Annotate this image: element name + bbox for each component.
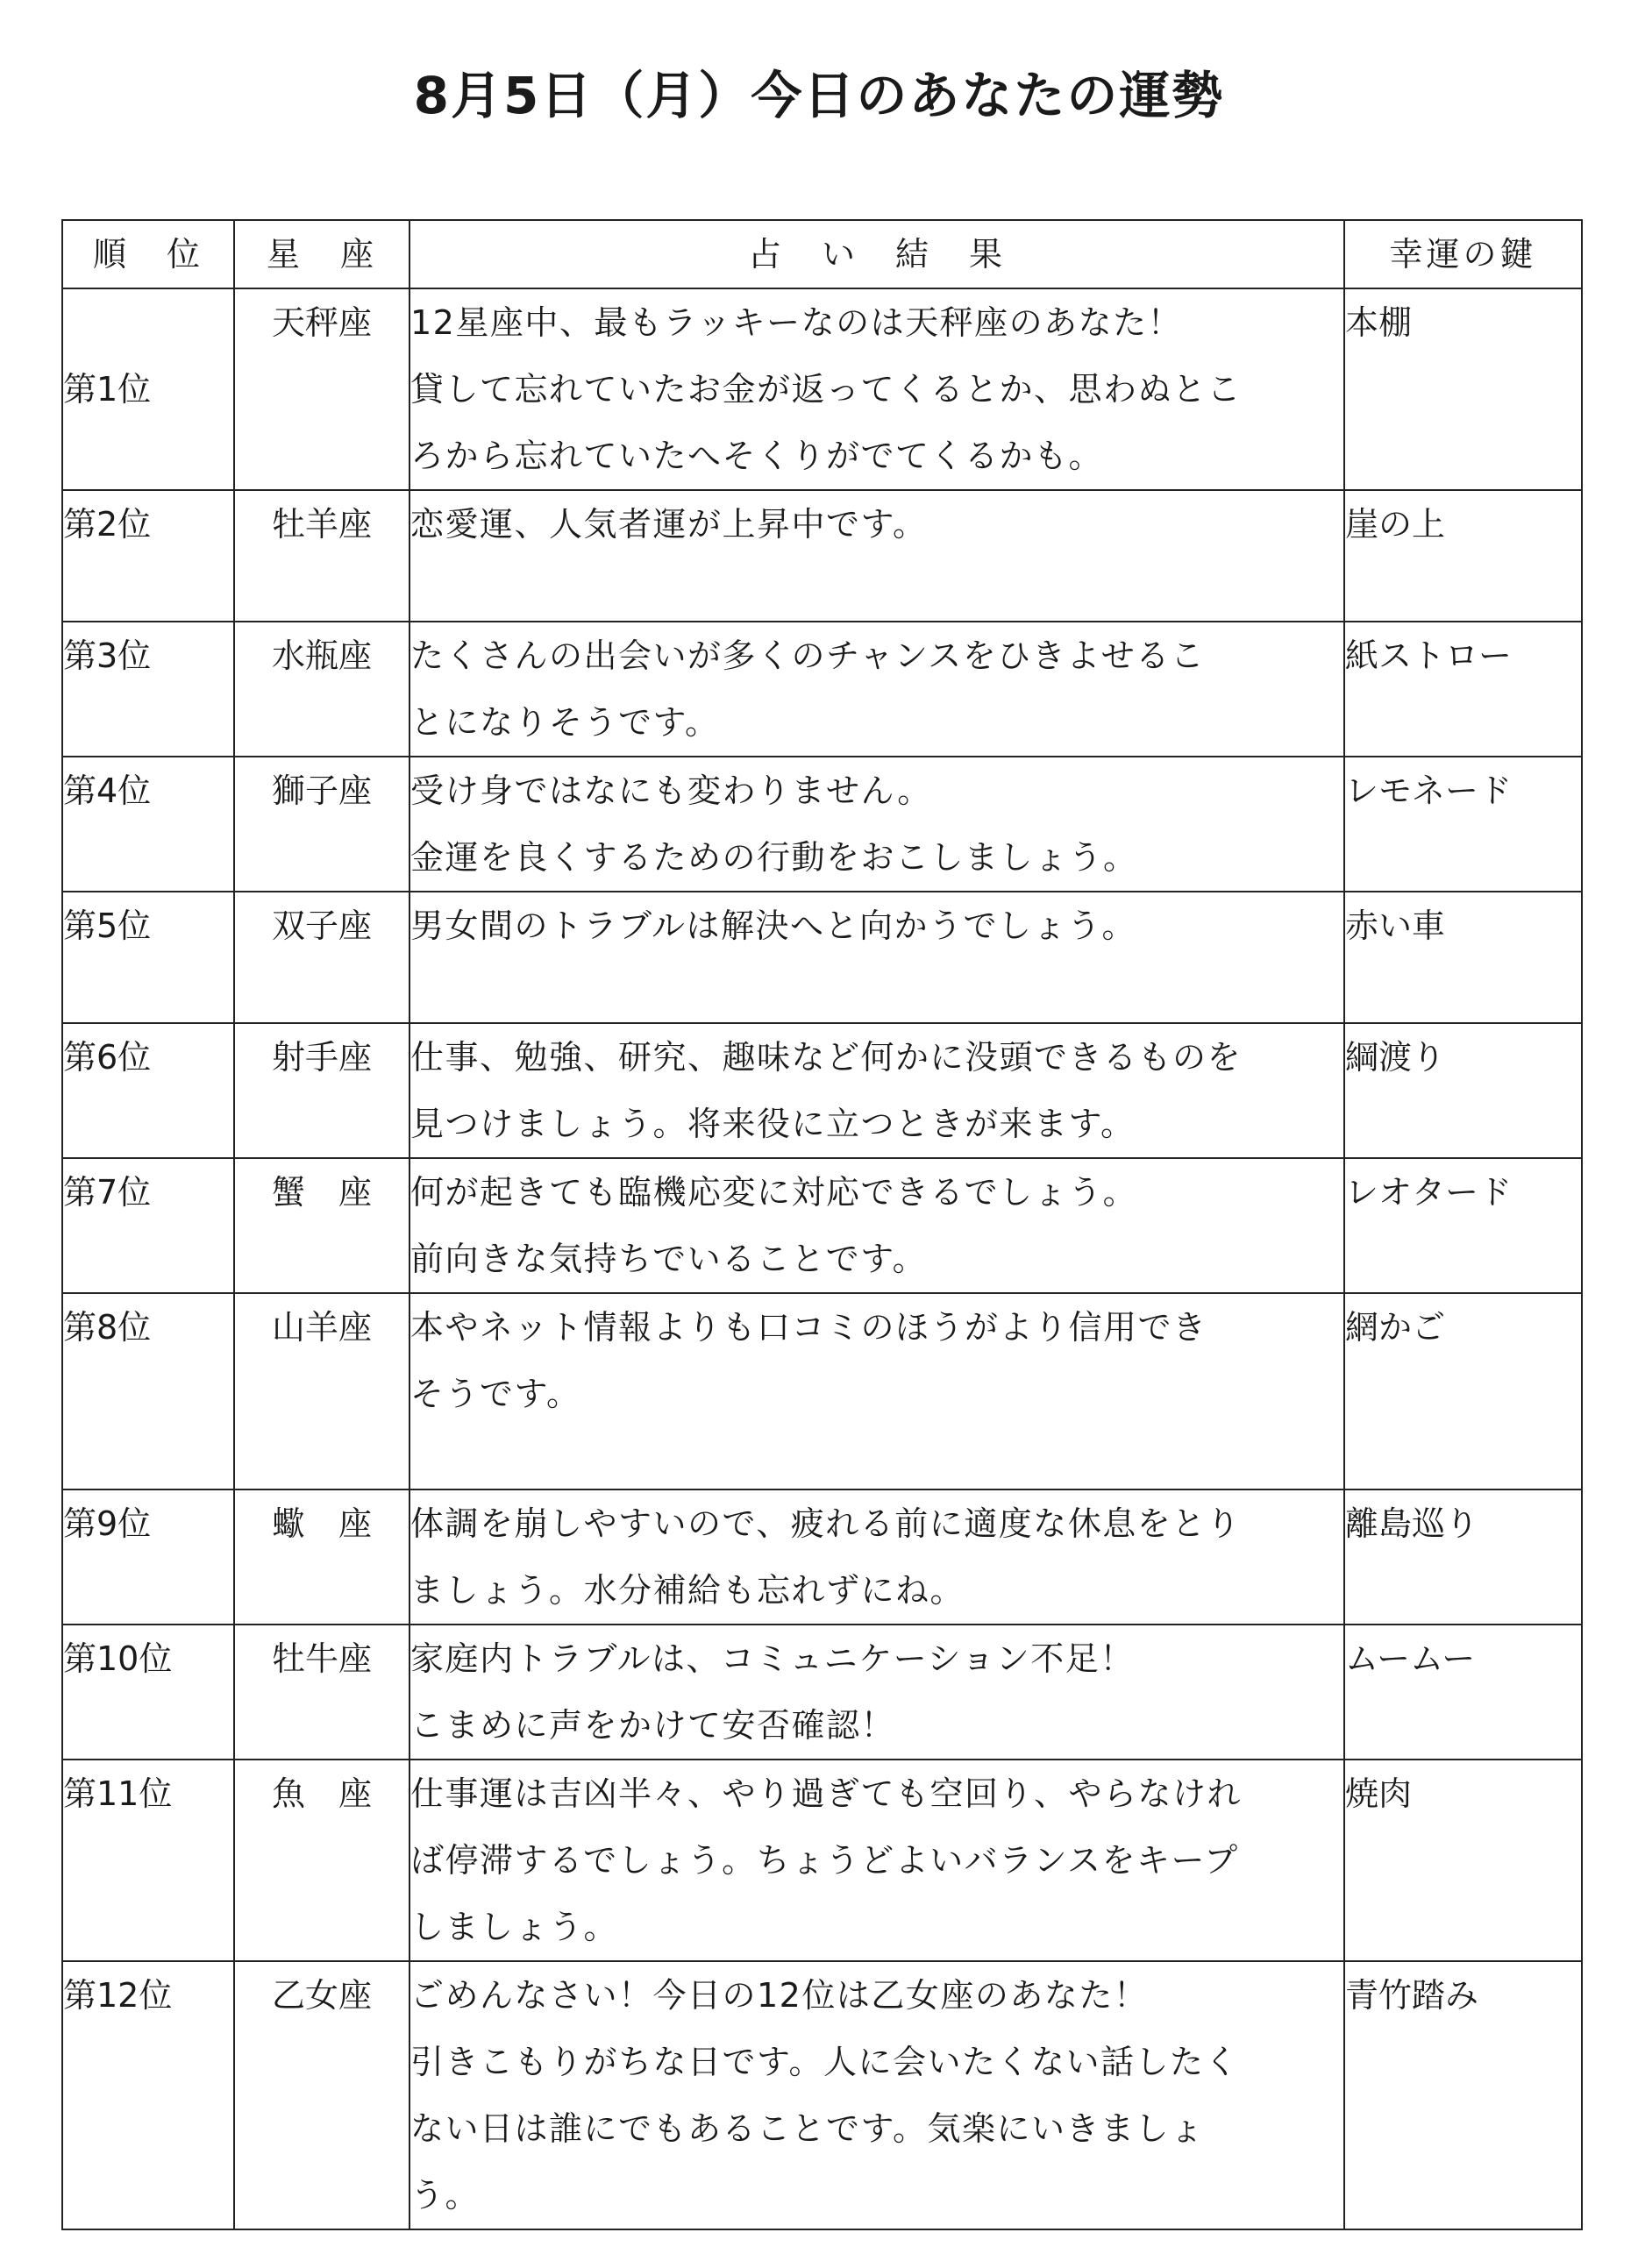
fortune-line: ない日は誰にでもあることです。気楽にいきましょ xyxy=(410,2109,1205,2148)
rank-cell: 第1位 xyxy=(62,288,234,490)
table-row xyxy=(62,288,1582,490)
rank-cell: 第12位 xyxy=(62,1961,234,2229)
rank-cell: 第5位 xyxy=(62,892,234,1023)
zodiac-sign-cell: 蠍 座 xyxy=(234,1489,410,1625)
table-row xyxy=(62,1961,1582,2229)
fortune-line: ごめんなさい！今日の12位は乙女座のあなた！ xyxy=(410,1976,1149,2015)
fortune-result-cell xyxy=(410,757,1344,892)
table-row xyxy=(62,1158,1582,1293)
fortune-line: 男女間のトラブルは解決へと向かうでしょう。 xyxy=(410,906,1136,945)
lucky-key-cell: 青竹踏み xyxy=(1344,1961,1582,2229)
fortune-line: 何が起きても臨機応変に対応できるでしょう。 xyxy=(410,1173,1138,1212)
zodiac-sign-cell: 獅子座 xyxy=(234,757,410,892)
zodiac-sign-cell: 双子座 xyxy=(234,892,410,1023)
fortune-result-cell xyxy=(410,892,1344,1023)
fortune-result-cell xyxy=(410,1760,1344,1961)
fortune-line: 12星座中、最もラッキーなのは天秤座のあなた！ xyxy=(410,303,1183,342)
zodiac-sign-cell: 水瓶座 xyxy=(234,622,410,757)
lucky-key-cell: 赤い車 xyxy=(1344,892,1582,1023)
table-row xyxy=(62,1293,1582,1489)
fortune-line: 本やネット情報よりも口コミのほうがより信用でき xyxy=(410,1308,1207,1347)
zodiac-sign-cell: 山羊座 xyxy=(234,1293,410,1489)
zodiac-sign-cell: 天秤座 xyxy=(234,288,410,490)
fortune-line: 体調を崩しやすいので、疲れる前に適度な休息をとり xyxy=(410,1504,1242,1543)
table-row xyxy=(62,622,1582,757)
header-rank: 順 位 xyxy=(62,220,234,288)
fortune-line: とになりそうです。 xyxy=(410,703,720,742)
table-header-row xyxy=(62,220,1582,288)
zodiac-sign-cell: 乙女座 xyxy=(234,1961,410,2229)
fortune-line: たくさんの出会いが多くのチャンスをひきよせるこ xyxy=(410,636,1206,675)
table-row xyxy=(62,490,1582,622)
fortune-line: 貸して忘れていたお金が返ってくるとか、思わぬとこ xyxy=(410,370,1243,409)
rank-cell: 第10位 xyxy=(62,1625,234,1760)
fortune-result-cell xyxy=(410,1625,1344,1760)
table-row xyxy=(62,892,1582,1023)
header-sign: 星 座 xyxy=(234,220,410,288)
lucky-key-cell: 本棚 xyxy=(1344,288,1582,490)
fortune-line: ましょう。水分補給も忘れずにね。 xyxy=(410,1571,965,1610)
rank-cell: 第4位 xyxy=(62,757,234,892)
lucky-key-cell: レオタード xyxy=(1344,1158,1582,1293)
fortune-result-cell xyxy=(410,1489,1344,1625)
fortune-line: 仕事運は吉凶半々、やり過ぎても空回り、やらなけれ xyxy=(410,1774,1243,1813)
rank-cell: 第2位 xyxy=(62,490,234,622)
zodiac-sign-cell: 牡羊座 xyxy=(234,490,410,622)
rank-cell: 第11位 xyxy=(62,1760,234,1961)
fortune-line: 前向きな気持ちでいることです。 xyxy=(410,1240,928,1278)
lucky-key-cell: ムームー xyxy=(1344,1625,1582,1760)
page-title: 8月5日（月）今日のあなたの運勢 xyxy=(413,66,1225,125)
zodiac-sign-cell: 牡牛座 xyxy=(234,1625,410,1760)
zodiac-sign-cell: 魚 座 xyxy=(234,1760,410,1961)
fortune-result-cell xyxy=(410,622,1344,757)
rank-cell: 第7位 xyxy=(62,1158,234,1293)
fortune-line: 見つけましょう。将来役に立つときが来ます。 xyxy=(410,1105,1136,1143)
fortune-line: ろから忘れていたへそくりがでてくるかも。 xyxy=(410,437,1104,475)
rank-cell: 第3位 xyxy=(62,622,234,757)
lucky-key-cell: 離島巡り xyxy=(1344,1489,1582,1625)
fortune-line: こまめに声をかけて安否確認！ xyxy=(410,1706,896,1745)
fortune-table xyxy=(61,219,1583,2230)
table-row xyxy=(62,1760,1582,1961)
fortune-line: う。 xyxy=(410,2176,481,2215)
fortune-result-cell xyxy=(410,490,1344,622)
rank-cell: 第6位 xyxy=(62,1023,234,1158)
fortune-line: 仕事、勉強、研究、趣味など何かに没頭できるものを xyxy=(410,1038,1243,1077)
zodiac-sign-cell: 蟹 座 xyxy=(234,1158,410,1293)
zodiac-sign-cell: 射手座 xyxy=(234,1023,410,1158)
fortune-result-cell xyxy=(410,1158,1344,1293)
table-row xyxy=(62,757,1582,892)
fortune-line: 引きこもりがちな日です。人に会いたくない話したく xyxy=(410,2043,1239,2081)
rank-cell: 第9位 xyxy=(62,1489,234,1625)
fortune-line: 家庭内トラブルは、コミュニケーション不足！ xyxy=(410,1639,1135,1678)
fortune-line: そうです。 xyxy=(410,1375,581,1413)
lucky-key-cell: レモネード xyxy=(1344,757,1582,892)
fortune-line: ば停滞するでしょう。ちょうどよいバランスをキープ xyxy=(410,1841,1239,1880)
header-result: 占 い 結 果 xyxy=(410,220,1344,288)
fortune-line: 金運を良くするための行動をおこしましょう。 xyxy=(410,838,1138,877)
lucky-key-cell: 紙ストロー xyxy=(1344,622,1582,757)
header-lucky-key: 幸運の鍵 xyxy=(1344,220,1582,288)
fortune-line: しましょう。 xyxy=(410,1908,619,1946)
lucky-key-cell: 焼肉 xyxy=(1344,1760,1582,1961)
fortune-result-cell xyxy=(410,288,1344,490)
lucky-key-cell: 崖の上 xyxy=(1344,490,1582,622)
rank-cell: 第8位 xyxy=(62,1293,234,1489)
table-row xyxy=(62,1023,1582,1158)
table-row xyxy=(62,1489,1582,1625)
fortune-result-cell xyxy=(410,1293,1344,1489)
fortune-result-cell xyxy=(410,1023,1344,1158)
fortune-result-cell xyxy=(410,1961,1344,2229)
fortune-line: 受け身ではなにも変わりません。 xyxy=(410,771,932,810)
lucky-key-cell: 綱渡り xyxy=(1344,1023,1582,1158)
lucky-key-cell: 網かご xyxy=(1344,1293,1582,1489)
table-row xyxy=(62,1625,1582,1760)
fortune-line: 恋愛運、人気者運が上昇中です。 xyxy=(410,505,928,544)
